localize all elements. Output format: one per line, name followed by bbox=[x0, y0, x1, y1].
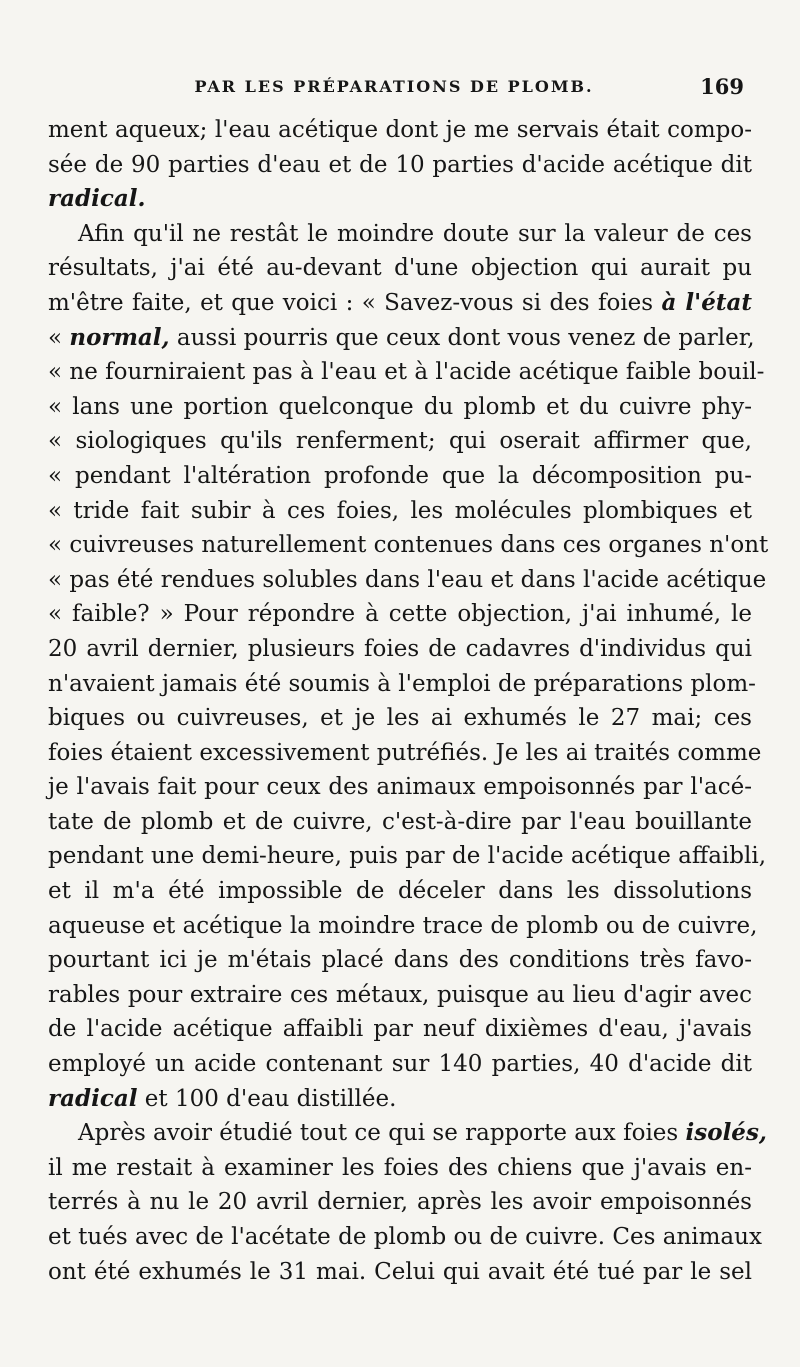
text-run: « faible? » Pour répondre à cette objection, j'ai inhumé, le bbox=[48, 601, 752, 628]
text-line bbox=[48, 667, 756, 702]
text-line bbox=[48, 355, 765, 390]
text-line bbox=[48, 528, 769, 563]
page-header bbox=[48, 68, 744, 104]
text-line bbox=[48, 494, 752, 529]
italic-run: à l'état bbox=[661, 288, 752, 316]
text-run: ment aqueux; l'eau acétique dont je me servais était compo- bbox=[48, 117, 752, 143]
text-line bbox=[48, 390, 752, 425]
text-run: Afin qu'il ne restât le moindre doute sur la valeur de ces bbox=[78, 220, 752, 247]
text-run: de l'acide acétique affaibli par neuf dixièmes d'eau, j'avais bbox=[48, 1016, 752, 1043]
text-run: « siologiques qu'ils renferment; qui oserait affirmer que, bbox=[48, 428, 752, 455]
text-line bbox=[48, 632, 752, 667]
text-line bbox=[48, 805, 752, 840]
text-run: « tride fait subir à ces foies, les molécules plombiques et bbox=[48, 497, 752, 524]
text-run: et tués avec de l'acétate de plomb ou de cuivre. Ces animaux bbox=[48, 1224, 762, 1250]
text-line bbox=[48, 597, 752, 632]
body-text bbox=[48, 113, 769, 1289]
text-run: pendant une demi-heure, puis par de l'acide acétique affaibli, bbox=[48, 843, 767, 870]
text-run: biques ou cuivreuses, et je les ai exhumés le 27 mai; ces bbox=[48, 705, 752, 732]
text-line bbox=[48, 1012, 752, 1047]
text-run: « pas été rendues solubles dans l'eau et dans l'acide acétique bbox=[48, 566, 767, 593]
text-run: « cuivreuses naturellement contenues dans ces organes n'ont bbox=[48, 532, 769, 559]
text-line bbox=[48, 182, 752, 217]
text-line bbox=[48, 424, 752, 459]
italic-run: isolés, bbox=[685, 1119, 767, 1147]
text-line bbox=[48, 874, 752, 909]
text-run: rables pour extraire ces métaux, puisque au lieu d'agir avec bbox=[48, 981, 752, 1008]
text-line bbox=[48, 1116, 767, 1151]
text-run: il me restait à examiner les foies des chiens que j'avais en- bbox=[48, 1154, 752, 1181]
text-line bbox=[48, 321, 755, 356]
text-line bbox=[48, 251, 752, 286]
text-run: terrés à nu le 20 avril dernier, après les avoir empoisonnés bbox=[48, 1189, 752, 1216]
text-run: pourtant ici je m'étais placé dans des conditions très favo- bbox=[48, 947, 752, 974]
italic-run: radical. bbox=[48, 185, 146, 213]
text-run: foies étaient excessivement putréfiés. Je les ai traités comme bbox=[48, 739, 762, 766]
text-run: résultats, j'ai été au-devant d'une objection qui aurait pu bbox=[48, 255, 752, 282]
text-line bbox=[48, 1255, 752, 1290]
text-line bbox=[48, 943, 752, 978]
text-run: « bbox=[48, 324, 70, 351]
text-run: n'avaient jamais été soumis à l'emploi de préparations plom- bbox=[48, 670, 756, 697]
text-line bbox=[48, 770, 752, 805]
text-run: ont été exhumés le 31 mai. Celui qui avait été tué par le sel bbox=[48, 1258, 752, 1285]
text-run: « pendant l'altération profonde que la décomposition pu- bbox=[48, 462, 752, 489]
text-run: « ne fourniraient pas à l'eau et à l'acide acétique faible bouil- bbox=[48, 359, 765, 386]
text-line bbox=[48, 286, 752, 321]
text-run: m'être faite, et que voici : « Savez-vous si des foies bbox=[48, 289, 662, 316]
text-run: 20 avril dernier, plusieurs foies de cadavres d'individus qui bbox=[48, 635, 752, 662]
text-line bbox=[48, 701, 752, 736]
text-run: tate de plomb et de cuivre, c'est-à-dire par l'eau bouillante bbox=[48, 808, 752, 835]
text-run: sée de 90 parties d'eau et de 10 parties d'acide acétique dit bbox=[48, 151, 752, 178]
text-line bbox=[48, 1220, 762, 1255]
text-run: aussi pourris que ceux dont vous venez de parler, bbox=[169, 324, 755, 351]
text-line bbox=[48, 113, 752, 148]
italic-run: radical bbox=[48, 1084, 138, 1112]
text-line bbox=[48, 839, 767, 874]
text-run: et 100 d'eau distillée. bbox=[137, 1085, 397, 1112]
text-line bbox=[48, 217, 752, 252]
text-line bbox=[48, 1151, 752, 1186]
text-line bbox=[48, 1185, 752, 1220]
text-run: Après avoir étudié tout ce qui se rapporte aux foies bbox=[78, 1120, 686, 1147]
text-run: « lans une portion quelconque du plomb et du cuivre phy- bbox=[48, 393, 752, 420]
italic-run: normal, bbox=[69, 323, 170, 351]
text-line bbox=[48, 148, 752, 183]
page-number: 169 bbox=[700, 73, 744, 99]
text-line bbox=[48, 736, 762, 771]
text-line bbox=[48, 909, 758, 944]
text-run: aqueuse et acétique la moindre trace de plomb ou de cuivre, bbox=[48, 912, 758, 939]
text-run: et il m'a été impossible de déceler dans les dissolutions bbox=[48, 878, 752, 905]
text-run: employé un acide contenant sur 140 parties, 40 d'acide dit bbox=[48, 1051, 752, 1078]
text-line bbox=[48, 563, 767, 598]
text-run: je l'avais fait pour ceux des animaux empoisonnés par l'acé- bbox=[48, 774, 752, 801]
running-title: PAR LES PRÉPARATIONS DE PLOMB. bbox=[194, 76, 594, 96]
text-line bbox=[48, 1082, 752, 1117]
text-line bbox=[48, 978, 752, 1013]
text-line bbox=[48, 459, 752, 494]
text-line bbox=[48, 1047, 752, 1082]
